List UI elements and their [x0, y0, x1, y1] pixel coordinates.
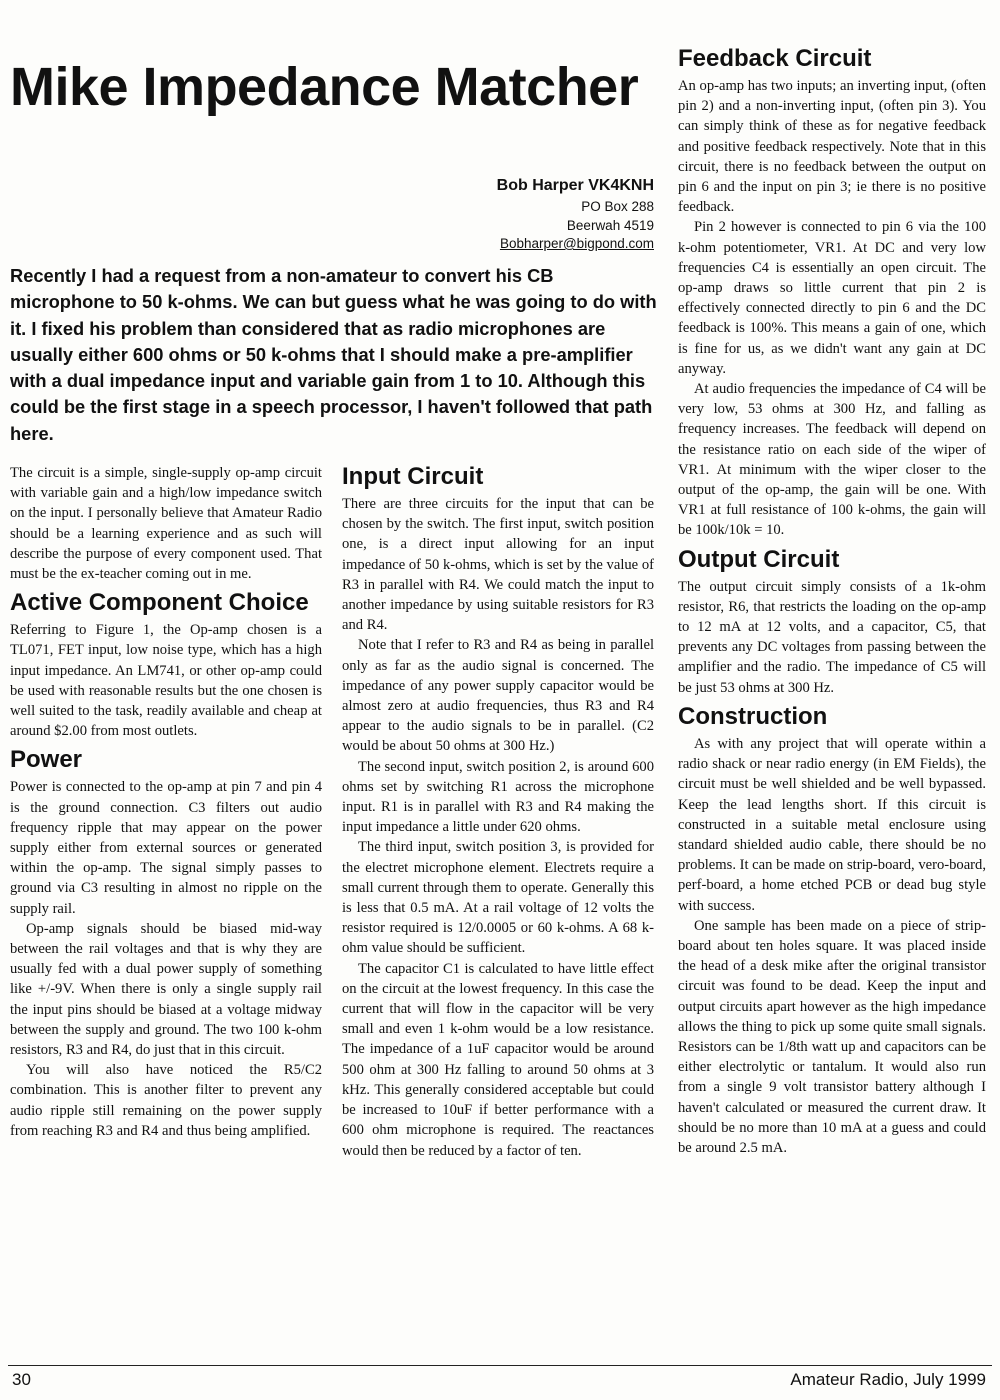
body-paragraph: The second input, switch position 2, is around 600 ohms set by switching R1 across the microphone input. R1 is in parallel with R3 and R4 making the input impedance a little under 620 ohms.: [342, 758, 654, 836]
column-left: [10, 463, 322, 1141]
section-heading-feedback: Feedback Circuit: [678, 45, 872, 72]
body-paragraph: Referring to Figure 1, the Op-amp chosen is a TL071, FET input, low noise type, which has a high input impedance. An LM741, or other op-amp could be used with reasonable results but the one chosen is well suited to the task, readily available and cheap at around $2.00 from most outlets.: [10, 622, 322, 740]
body-paragraph: The output circuit simply consists of a 1k-ohm resistor, R6, that restricts the loading on the op-amp to 12 mA at 12 volts, and a capacitor, C5, that prevents any DC voltages from passing between the amplifier and the radio. The impedance of C5 will be just 53 ohms at 300 Hz.: [678, 578, 986, 696]
publication-footer: Amateur Radio, July 1999: [790, 1370, 986, 1389]
body-paragraph: Pin 2 however is connected to pin 6 via the 100 k-ohm potentiometer, VR1. At DC and very low frequencies C4 is essentially an open circuit. The op-amp draws so little current that pin 2 is effectively connected directly to pin 6 and the DC feedback is 100%. This means a gain of one, which is fine for us, as we didn't want any gain at DC anyway.: [678, 219, 986, 377]
section-heading-construction: Construction: [678, 702, 828, 730]
body-paragraph: As with any project that will operate within a radio shack or near radio energy (in EM Fields), the circuit must be well shielded and be well bypassed. Keep the lead lengths short. If this circuit is constructed in a suitable metal enclosure using standard shielded audio cable, there should be no problems. It can be made on strip-board, vero-board, perf-board, a home etched PCB or dead bug style with success.: [678, 735, 986, 914]
page-number: 30: [12, 1370, 31, 1389]
body-paragraph: An op-amp has two inputs; an inverting input, (often pin 2) and a non-inverting input, (often pin 3). You can simply think of these as for negative feedback and positive feedback respectively. Note that in this circuit, there is no feedback between the output on pin 6 and the input on pin 3; ie there is no positive feedback.: [678, 78, 986, 216]
body-paragraph: The circuit is a simple, single-supply op-amp circuit with variable gain and a high/low impedance switch on the input. I personally believe that Amateur Radio should be a learning experience and as such will describe the purpose of every component used. That must be the ex-teacher coming out in me.: [10, 465, 322, 583]
section-heading-active-component: Active Component Choice: [10, 589, 309, 617]
column-right: [678, 44, 986, 1158]
body-paragraph: At audio frequencies the impedance of C4 will be very low, 53 ohms at 300 Hz, and falling as frequency increases. The feedback will depend on the resistance ratio on each side of the wiper of VR1. At minimum with the wiper closer to the output of the op-amp, the gain will be one. With VR1 at full resistance of 100 k-ohms, the gain will be 100k/10k = 10.: [678, 381, 986, 539]
author-byline: [497, 174, 654, 254]
footer-divider: [8, 1365, 992, 1366]
body-paragraph: You will also have noticed the R5/C2 combination. This is another filter to prevent any audio ripple still remaining on the power supply from reaching R3 and R4 and thus being amplified.: [10, 1062, 322, 1139]
author-name: Bob Harper VK4KNH: [496, 177, 654, 194]
body-paragraph: One sample has been made on a piece of strip-board about ten holes square. It was placed inside the head of a desk mike after the original transistor circuit was found to be dead. Keep the input and output circuits apart however as the high impedance allows the thing to pick up some quite small signals. Resistors can be 1/8th watt up and capacitors can be either electrolytic or tantalum. It would also run from a single 9 volt transistor battery although I haven't calculated or measured the current draw. It should be no more than 10 mA at a guess and could be around 2.5 mA.: [678, 917, 986, 1156]
intro-paragraph: Recently I had a request from a non-amateur to convert his CB microphone to 50 k-ohms. We can but guess what he was going to do with it. I fixed his problem than considered that as radio microphones are usually either 600 ohms or 50 k-ohms that I should make a pre-amplifier with a dual impedance input and variable gain from 1 to 10. Although this could be the first stage in a speech processor, I haven't followed that path here.: [10, 265, 657, 444]
author-address-line1: PO Box 288: [581, 199, 654, 214]
column-middle: [342, 462, 654, 1161]
section-heading-output: Output Circuit: [678, 545, 840, 573]
body-paragraph: Power is connected to the op-amp at pin 7 and pin 4 is the ground connection. C3 filters out audio frequency ripple that may appear on the power supply either from external sources or generated within the op-amp. The signal simply passes to ground via C3 resulting in almost no ripple on the supply rail.: [10, 779, 322, 917]
body-paragraph: Op-amp signals should be biased mid-way between the rail voltages and that is why they are usually fed with a dual power supply of something like +/-9V. When there is only a single supply rail the input pins should be biased at a voltage midway between the supply and ground. The two 100 k-ohm resistors, R3 and R4, do just that in this circuit.: [10, 920, 322, 1059]
body-paragraph: The third input, switch position 3, is provided for the electret microphone element. Electrets require a small current through them to operate. Generally this is less that 0.5 mA. At a rail voltage of 12 volts the resistor required is 12/0.0005 or 60 k-ohms. A 68 k-ohm value should be sufficient.: [342, 839, 654, 957]
article-title: Mike Impedance Matcher: [10, 57, 639, 117]
body-paragraph: The capacitor C1 is calculated to have little effect on the circuit at the lowest frequency. In this case the current that will flow in the capacitor will be very small and even 1 k-ohm would be a low resistance. The impedance of a 1uF capacitor would be around 500 ohm at 300 Hz falling to around 50 ohms at 3 kHz. This generally considered acceptable but could be increased to 10uF if better performance with a 600 ohm microphone is required. The reactances would then be reduced by a factor of ten.: [342, 960, 654, 1159]
body-paragraph: Note that I refer to R3 and R4 as being in parallel only as far as the audio signal is concerned. The impedance of any power supply capacitor would be almost zero at audio frequencies, thus R3 and R4 appear to the audio signals to be in parallel. (C2 would be about 50 ohms at 300 Hz.): [342, 637, 654, 755]
author-address-line2: Beerwah 4519: [566, 217, 654, 233]
section-heading-power: Power: [10, 746, 83, 774]
body-paragraph: There are three circuits for the input that can be chosen by the switch. The first input, switch position one, is a direct input allowing for an input impedance of 50 k-ohms, which is set by the value of R3 in parallel with R4. We could match the input to another impedance by using suitable resistors for R3 and R4.: [342, 496, 654, 634]
author-email: Bobharper@bigpond.com: [499, 236, 654, 251]
section-heading-input: Input Circuit: [342, 463, 484, 490]
